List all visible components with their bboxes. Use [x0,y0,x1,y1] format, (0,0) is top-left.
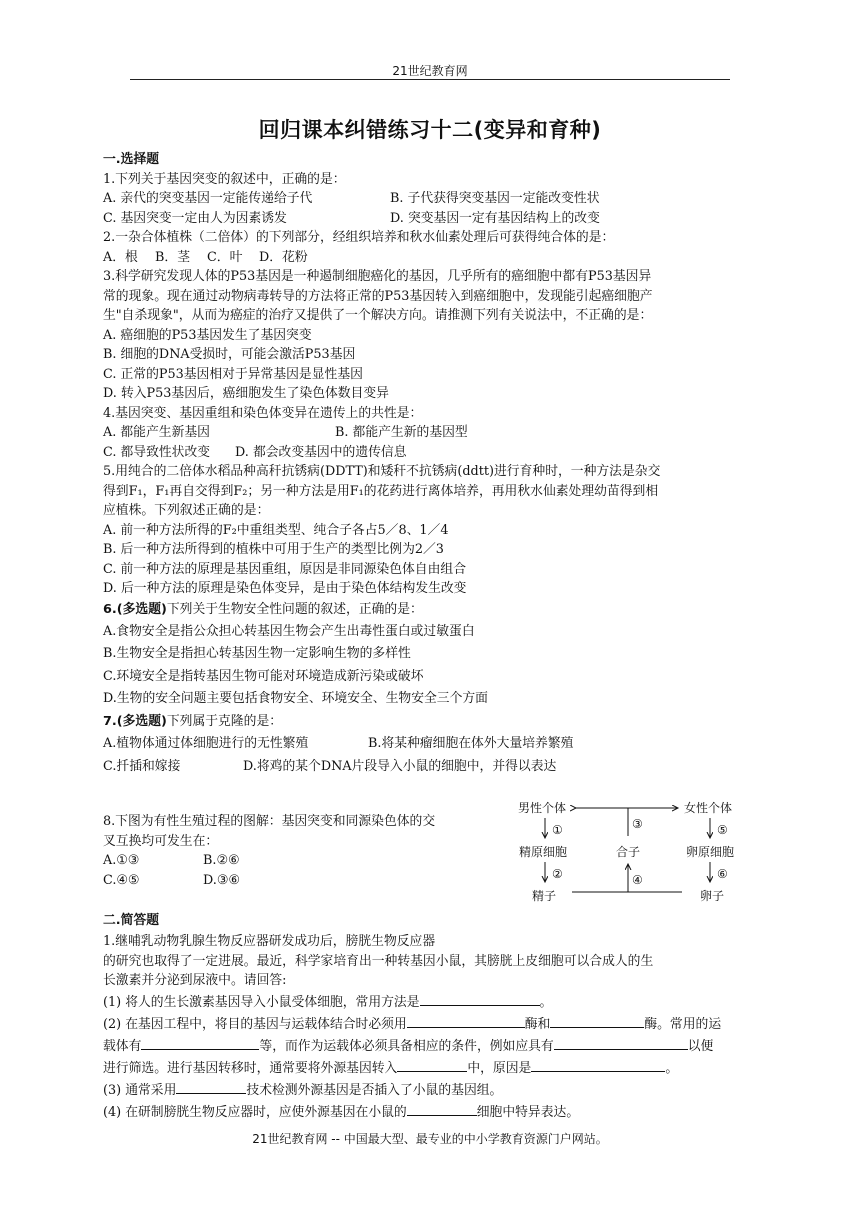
q5-option-a: A. 前一种方法所得的F₂中重组类型、纯合子各占5／8、1／4 [103,522,449,538]
label-female: 女性个体 [684,801,733,815]
q2-stem: 2.一杂合体植株（二倍体）的下列部分，经组织培养和秋水仙素处理后可获得纯合体的是： [103,230,615,245]
s1-part2-text: 。 [665,1060,679,1076]
document-body [103,150,763,778]
q7-option-d: D.将鸡的某个DNA片段导入小鼠的细胞中，并得以表达 [243,758,557,774]
q7-options-ab [103,733,763,756]
s1-part2-text: 以便 [687,1038,714,1054]
q8-option-d: D.③⑥ [203,872,240,888]
label-sperm: 精子 [532,889,557,903]
s1-part4-text: (4) 在研制膀胱生物反应器时，应使外源基因在小鼠的 [103,1104,407,1120]
page-title: 回归课本纠错练习十二(变异和育种) [258,118,602,142]
q4-options-ab [103,423,763,443]
q4-options-cd [103,443,763,463]
q8-options-ab [103,851,523,871]
q8-block [103,812,523,890]
answer-blank[interactable] [550,1013,644,1028]
page-header: 21世纪教育网 [392,64,468,78]
answer-blank[interactable] [397,1057,467,1072]
q7-number: 7. [103,713,117,729]
q7-stem-text: 下列属于克隆的是： [166,713,283,729]
q6-option-c: C.环境安全是指转基因生物可能对环境造成新污染或破坏 [103,668,424,684]
s1-part2-text: (2) 在基因工程中，将目的基因与运载体结合时必须用 [103,1016,407,1032]
q1-stem: 1.下列关于基因突变的叙述中，正确的是： [103,171,346,187]
q1-option-a: A. 亲代的突变基因一定能传递给子代 [103,191,313,206]
q6-number: 6. [103,601,117,617]
q6-option-d: D.生物的安全问题主要包括食物安全、环境安全、生物安全三个方面 [103,691,488,706]
q2-option-a: A．根 [103,249,138,265]
q3-stem-line3: 生"自杀现象"，从而为癌症的治疗又提供了一个解决方向。请推测下列有关说法中，不正确的是： [103,308,653,323]
q4-stem: 4.基因突变、基因重组和染色体变异在遗传上的共性是： [103,405,423,421]
s1-part2-text: 进行筛选。进行基因转移时，通常要将外源基因转入 [103,1060,398,1076]
q2-options [103,248,763,268]
short-answer-section [103,910,763,1123]
answer-blank[interactable] [141,1035,259,1050]
label-zygote: 合子 [616,845,641,859]
q4-option-b: B. 都能产生新的基因型 [335,425,468,440]
q5-stem-line1: 5.用纯合的二倍体水稻品种高秆抗锈病(DDTT)和矮秆不抗锈病(ddtt)进行育种时，一种方法是杂交 [103,464,661,479]
label-spermatogonium: 精原细胞 [519,845,568,859]
q7-option-a: A.植物体通过体细胞进行的无性繁殖 [103,736,309,751]
q4-option-c: C. 都导致性状改变 [103,444,211,460]
answer-blank[interactable] [420,991,540,1006]
answer-blank[interactable] [176,1079,246,1094]
s1-part2-text: 酶和 [524,1016,551,1032]
s1-stem-line2: 的研究也取得了一定进展。最近，科学家培育出一种转基因小鼠，其膀胱上皮细胞可以合成人的生 [103,953,654,969]
s1-part2-text: 酶。常用的运 [644,1016,722,1032]
q4-option-d: D. 都会改变基因中的遗传信息 [235,444,407,460]
s1-part4-text: 细胞中特异表达。 [476,1104,580,1120]
q8-stem-line1: 8.下图为有性生殖过程的图解：基因突变和同源染色体的交 [103,814,436,829]
s1-part2-line1 [103,1013,763,1035]
q8-option-c: C.④⑤ [103,872,140,888]
answer-blank[interactable] [531,1057,665,1072]
q7-multi-tag: (多选题) [116,713,167,729]
q7-stem [103,711,763,734]
q2-option-c: C．叶 [207,249,243,265]
q8-options-cd [103,871,523,891]
header-rule [130,79,730,80]
s1-stem-line3: 长激素并分泌到尿液中。请回答: [103,973,287,988]
q6-option-a: A.食物安全是指公众担心转基因生物会产生出毒性蛋白或过敏蛋白 [103,623,475,639]
label-egg: 卵子 [700,889,725,903]
s1-part2-text: 载体有 [103,1038,142,1054]
q3-option-b: B. 细胞的DNA受损时，可能会激活P53基因 [103,347,356,362]
q2-option-d: D．花粉 [259,249,308,265]
label-male: 男性个体 [518,801,567,815]
s1-part2-line3 [103,1057,763,1079]
page-footer: 21世纪教育网 -- 中国最大型、最专业的中小学教育资源门户网站。 [252,1132,608,1146]
step-4: ④ [632,873,643,887]
answer-blank[interactable] [407,1101,477,1116]
s1-part4 [103,1101,763,1123]
q8-option-a: A.①③ [103,853,140,868]
step-5: ⑤ [717,823,728,837]
answer-blank[interactable] [554,1035,688,1050]
s1-part3 [103,1079,763,1101]
q6-stem-text: 下列关于生物安全性问题的叙述，正确的是： [166,601,423,617]
s1-part2-text: 等，而作为运载体必须具备相应的条件，例如应具有 [259,1038,554,1054]
step-2: ② [552,867,563,881]
q3-option-d: D. 转入P53基因后，癌细胞发生了染色体数目变异 [103,386,389,401]
q2-option-b: B．茎 [155,249,190,265]
label-oogonium: 卵原细胞 [686,845,735,859]
step-6: ⑥ [717,867,728,881]
q8-option-b: B.②⑥ [203,853,240,868]
q6-stem [103,599,763,621]
s1-part1-end: 。 [539,994,553,1010]
answer-blank[interactable] [407,1013,525,1028]
q5-stem-line3: 应植株。下列叙述正确的是： [103,503,270,518]
q5-option-b: B. 后一种方法所得到的植株中可用于生产的类型比例为2／3 [103,542,444,557]
q3-stem-line1: 3.科学研究发现人体的P53基因是一种遏制细胞癌化的基因，几乎所有的癌细胞中都有P53基因异 [103,269,652,284]
section-heading-choice: 一.选择题 [103,152,160,167]
q8-stem-line2: 叉互换均可发生在： [103,833,219,849]
q6-option-b: B.生物安全是指担心转基因生物一定影响生物的多样性 [103,646,411,661]
q5-option-d: D. 后一种方法的原理是染色体变异，是由于染色体结构发生改变 [103,581,467,596]
section-heading-short: 二.简答题 [103,913,160,928]
q7-options-cd [103,756,763,779]
q4-option-a: A. 都能产生新基因 [103,425,210,440]
q5-option-c: C. 前一种方法的原理是基因重组，原因是非同源染色体自由组合 [103,561,466,577]
s1-part2-text: 中，原因是 [467,1060,532,1076]
q6-multi-tag: (多选题) [116,601,167,617]
q1-options-cd [103,209,763,229]
q3-option-c: C. 正常的P53基因相对于异常基因是显性基因 [103,366,363,382]
s1-part1 [103,991,763,1013]
q1-option-c: C. 基因突变一定由人为因素诱发 [103,210,287,226]
q5-stem-line2: 得到F₁，F₁再自交得到F₂；另一种方法是用F₁的花药进行离体培养，再用秋水仙素处理幼苗得到相 [103,483,659,499]
reproduction-diagram [510,796,750,908]
q3-stem-line2: 常的现象。现在通过动物病毒转导的方法将正常的P53基因转入到癌细胞中，发现能引起癌细胞产 [103,288,653,304]
q1-option-b: B. 子代获得突变基因一定能改变性状 [390,191,600,206]
q7-option-b: B.将某种瘤细胞在体外大量培养繁殖 [368,736,574,751]
s1-stem-line1: 1.继哺乳动物乳腺生物反应器研发成功后，膀胱生物反应器 [103,934,436,949]
s1-part3-text: (3) 通常采用 [103,1082,177,1098]
step-3: ③ [632,817,643,831]
step-1: ① [552,823,563,837]
q3-option-a: A. 癌细胞的P53基因发生了基因突变 [103,327,312,343]
s1-part2-line2 [103,1035,763,1057]
q1-options-ab [103,189,763,209]
q7-option-c: C.扦插和嫁接 [103,758,181,774]
s1-part3-text: 技术检测外源基因是否插入了小鼠的基因组。 [246,1082,503,1098]
s1-part1-text: (1) 将人的生长激素基因导入小鼠受体细胞，常用方法是 [103,994,420,1010]
q1-option-d: D. 突变基因一定有基因结构上的改变 [390,210,600,226]
